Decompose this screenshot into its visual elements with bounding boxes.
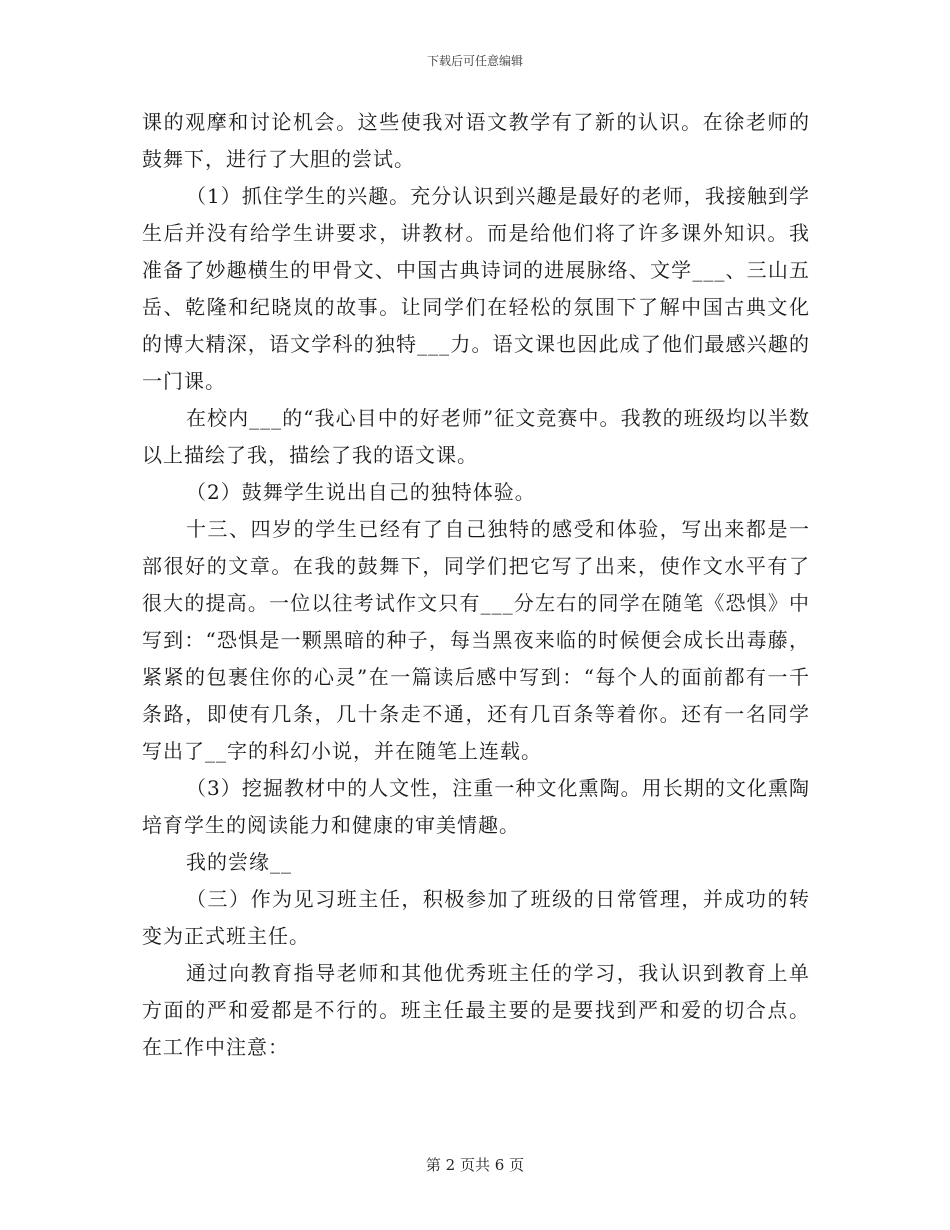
paragraph-section-3: （三）作为见习班主任，积极参加了班级的日常管理，并成功的转变为正式班主任。 xyxy=(142,887,810,948)
paragraph-essay-contest: 在校内___的“我心目中的好老师”征文竞赛中。我教的班级均以半数以上描绘了我，描绘了我的语文课。 xyxy=(142,406,810,467)
paragraph-heading-2: （2）鼓舞学生说出自己的独特体验。 xyxy=(186,480,536,504)
paragraph-short: 我的尝缘__ xyxy=(186,850,292,874)
page-header: 下载后可任意编辑 xyxy=(426,54,523,68)
paragraph-student-experience: 十三、四岁的学生已经有了自己独特的感受和体验，写出来都是一部很好的文章。在我的鼓舞下，同学们把它写了出来，使作文水平有了很大的提高。一位以往考试作文只有___分左右的同学在随笔《恐惧》中写到：“恐惧是一颗黑暗的种子，每当黑夜来临的时候便会成长出毒藤，紧紧的包裹住你的心灵”在一篇读后感中写到：“每个人的面前都有一千条路，即使有几条，几十条走不通，还有几百条等着你。还有一名同学写出了__字的科幻小说，并在随笔上连载。 xyxy=(142,517,810,763)
paragraph-interest: （1）抓住学生的兴趣。充分认识到兴趣是最好的老师，我接触到学生后并没有给学生讲要求，讲教材。而是给他们将了许多课外知识。我准备了妙趣横生的甲骨文、中国古典诗词的进展脉络、文学___、三山五岳、乾隆和纪晓岚的故事。让同学们在轻松的氛围下了解中国古典文化的博大精深，语文学科的独特___力。语文课也因此成了他们最感兴趣的一门课。 xyxy=(142,184,810,393)
document-body xyxy=(142,104,810,1066)
paragraph-heading-3: （3）挖掘教材中的人文性，注重一种文化熏陶。用长期的文化熏陶培育学生的阅读能力和健康的审美情趣。 xyxy=(142,776,810,837)
paragraph-class-management: 通过向教育指导老师和其他优秀班主任的学习，我认识到教育上单方面的严和爱都是不行的。班主任最主要的是要找到严和爱的切合点。在工作中注意： xyxy=(142,961,810,1059)
page-footer: 第 2 页共 6 页 xyxy=(425,1156,525,1174)
paragraph-continuation: 课的观摩和讨论机会。这些使我对语文教学有了新的认识。在徐老师的鼓舞下，进行了大胆的尝试。 xyxy=(142,110,810,171)
